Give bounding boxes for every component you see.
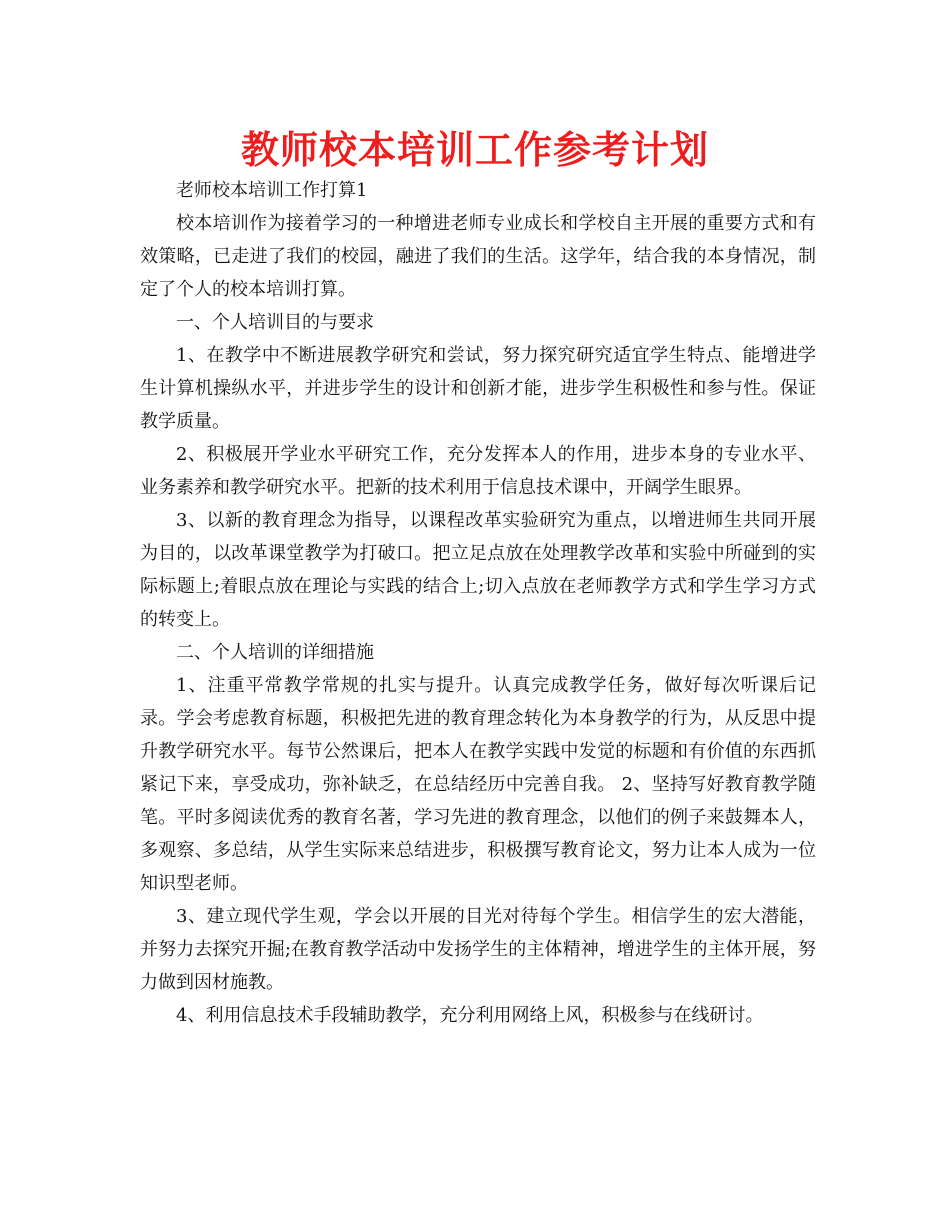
document-subtitle: 老师校本培训工作打算1	[176, 180, 368, 201]
paragraph-goal-2: 2、积极展开学业水平研究工作，充分发挥本人的作用，进步本身的专业水平、业务素养和教学研究水平。把新的技术利用于信息技术课中，开阔学生眼界。	[140, 444, 816, 498]
paragraph-measure-1: 1、注重平常教学常规的扎实与提升。认真完成教学任务，做好每次听课后记录。学会考虑教育标题，积极把先进的教育理念转化为本身教学的行为，从反思中提升教学研究水平。每节公然课后，把本人在教学实践中发觉的标题和有价值的东西抓紧记下来，享受成功，弥补缺乏，在总结经历中完善自我。 2、坚持写好教育教学随笔。平时多阅读优秀的教育名著，学习先进的教育理念，以他们的例子来鼓舞本人，多观察、多总结，从学生实际来总结进步，积极撰写教育论文，努力让本人成为一位知识型老师。	[140, 675, 816, 894]
paragraph-intro: 校本培训作为接着学习的一种增进老师专业成长和学校自主开展的重要方式和有效策略，已走进了我们的校园，融进了我们的生活。这学年，结合我的本身情况，制定了个人的校本培训打算。	[140, 213, 816, 300]
document-body	[140, 174, 816, 1032]
section-heading-goals: 一、个人培训目的与要求	[176, 312, 374, 333]
paragraph-goal-3: 3、以新的教育理念为指导，以课程改革实验研究为重点，以增进师生共同开展为目的，以改革课堂教学为打破口。把立足点放在处理教学改革和实验中所碰到的实际标题上;着眼点放在理论与实践的结合上;切入点放在老师教学方式和学生学习方式的转变上。	[140, 510, 816, 630]
paragraph-measure-4: 4、利用信息技术手段辅助教学，充分利用网络上风，积极参与在线研讨。	[176, 1005, 764, 1026]
document-title: 教师校本培训工作参考计划	[240, 128, 709, 172]
section-heading-measures: 二、个人培训的详细措施	[176, 642, 374, 663]
paragraph-goal-1: 1、在教学中不断进展教学研究和尝试，努力探究研究适宜学生特点、能增进学生计算机操纵水平，并进步学生的设计和创新才能，进步学生积极性和参与性。保证教学质量。	[140, 345, 816, 432]
paragraph-measure-3: 3、建立现代学生观，学会以开展的目光对待每个学生。相信学生的宏大潜能，并努力去探究开掘;在教育教学活动中发扬学生的主体精神，增进学生的主体开展，努力做到因材施教。	[140, 906, 816, 993]
